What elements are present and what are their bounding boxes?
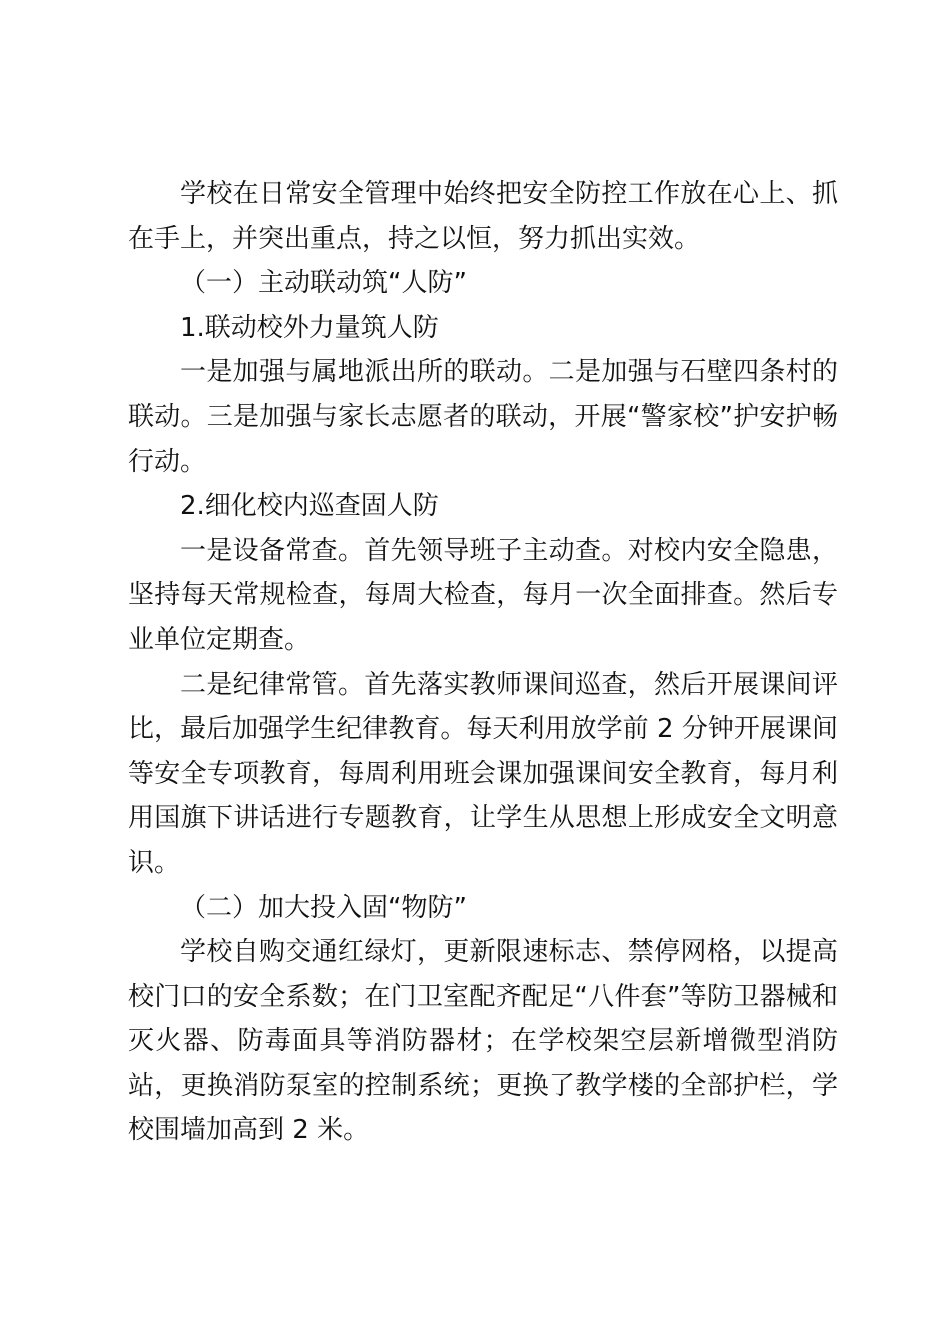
- document-body: [128, 172, 838, 1153]
- discipline-paragraph: 二是纪律常管。首先落实教师课间巡查，然后开展课间评比，最后加强学生纪律教育。每天利用放学前 2 分钟开展课间等安全专项教育，每周利用班会课加强课间安全教育，每月利用国旗下讲话进行专题教育，让学生从思想上形成安全文明意识。: [128, 669, 838, 878]
- section-heading-human-defense: （一）主动联动筑“人防”: [180, 268, 467, 299]
- equipment-check-paragraph: 一是设备常查。首先领导班子主动查。对校内安全隐患，坚持每天常规检查，每周大检查，每月一次全面排查。然后专业单位定期查。: [128, 535, 838, 655]
- physical-defense-paragraph: 学校自购交通红绿灯，更新限速标志、禁停网格，以提高校门口的安全系数；在门卫室配齐配足“八件套”等防卫器械和灭火器、防毒面具等消防器材；在学校架空层新增微型消防站，更换消防泵室的控制系统；更换了教学楼的全部护栏，学校围墙加高到 2 米。: [128, 937, 838, 1146]
- intro-paragraph: 学校在日常安全管理中始终把安全防控工作放在心上、抓在手上，并突出重点，持之以恒，努力抓出实效。: [128, 179, 838, 254]
- section-heading-physical-defense: （二）加大投入固“物防”: [180, 892, 467, 923]
- external-linkage-paragraph: 一是加强与属地派出所的联动。二是加强与石壁四条村的联动。三是加强与家长志愿者的联动，开展“警家校”护安护畅行动。: [128, 357, 838, 477]
- subheading-external-linkage: 1.联动校外力量筑人防: [180, 312, 439, 343]
- subheading-internal-patrol: 2.细化校内巡查固人防: [180, 491, 439, 522]
